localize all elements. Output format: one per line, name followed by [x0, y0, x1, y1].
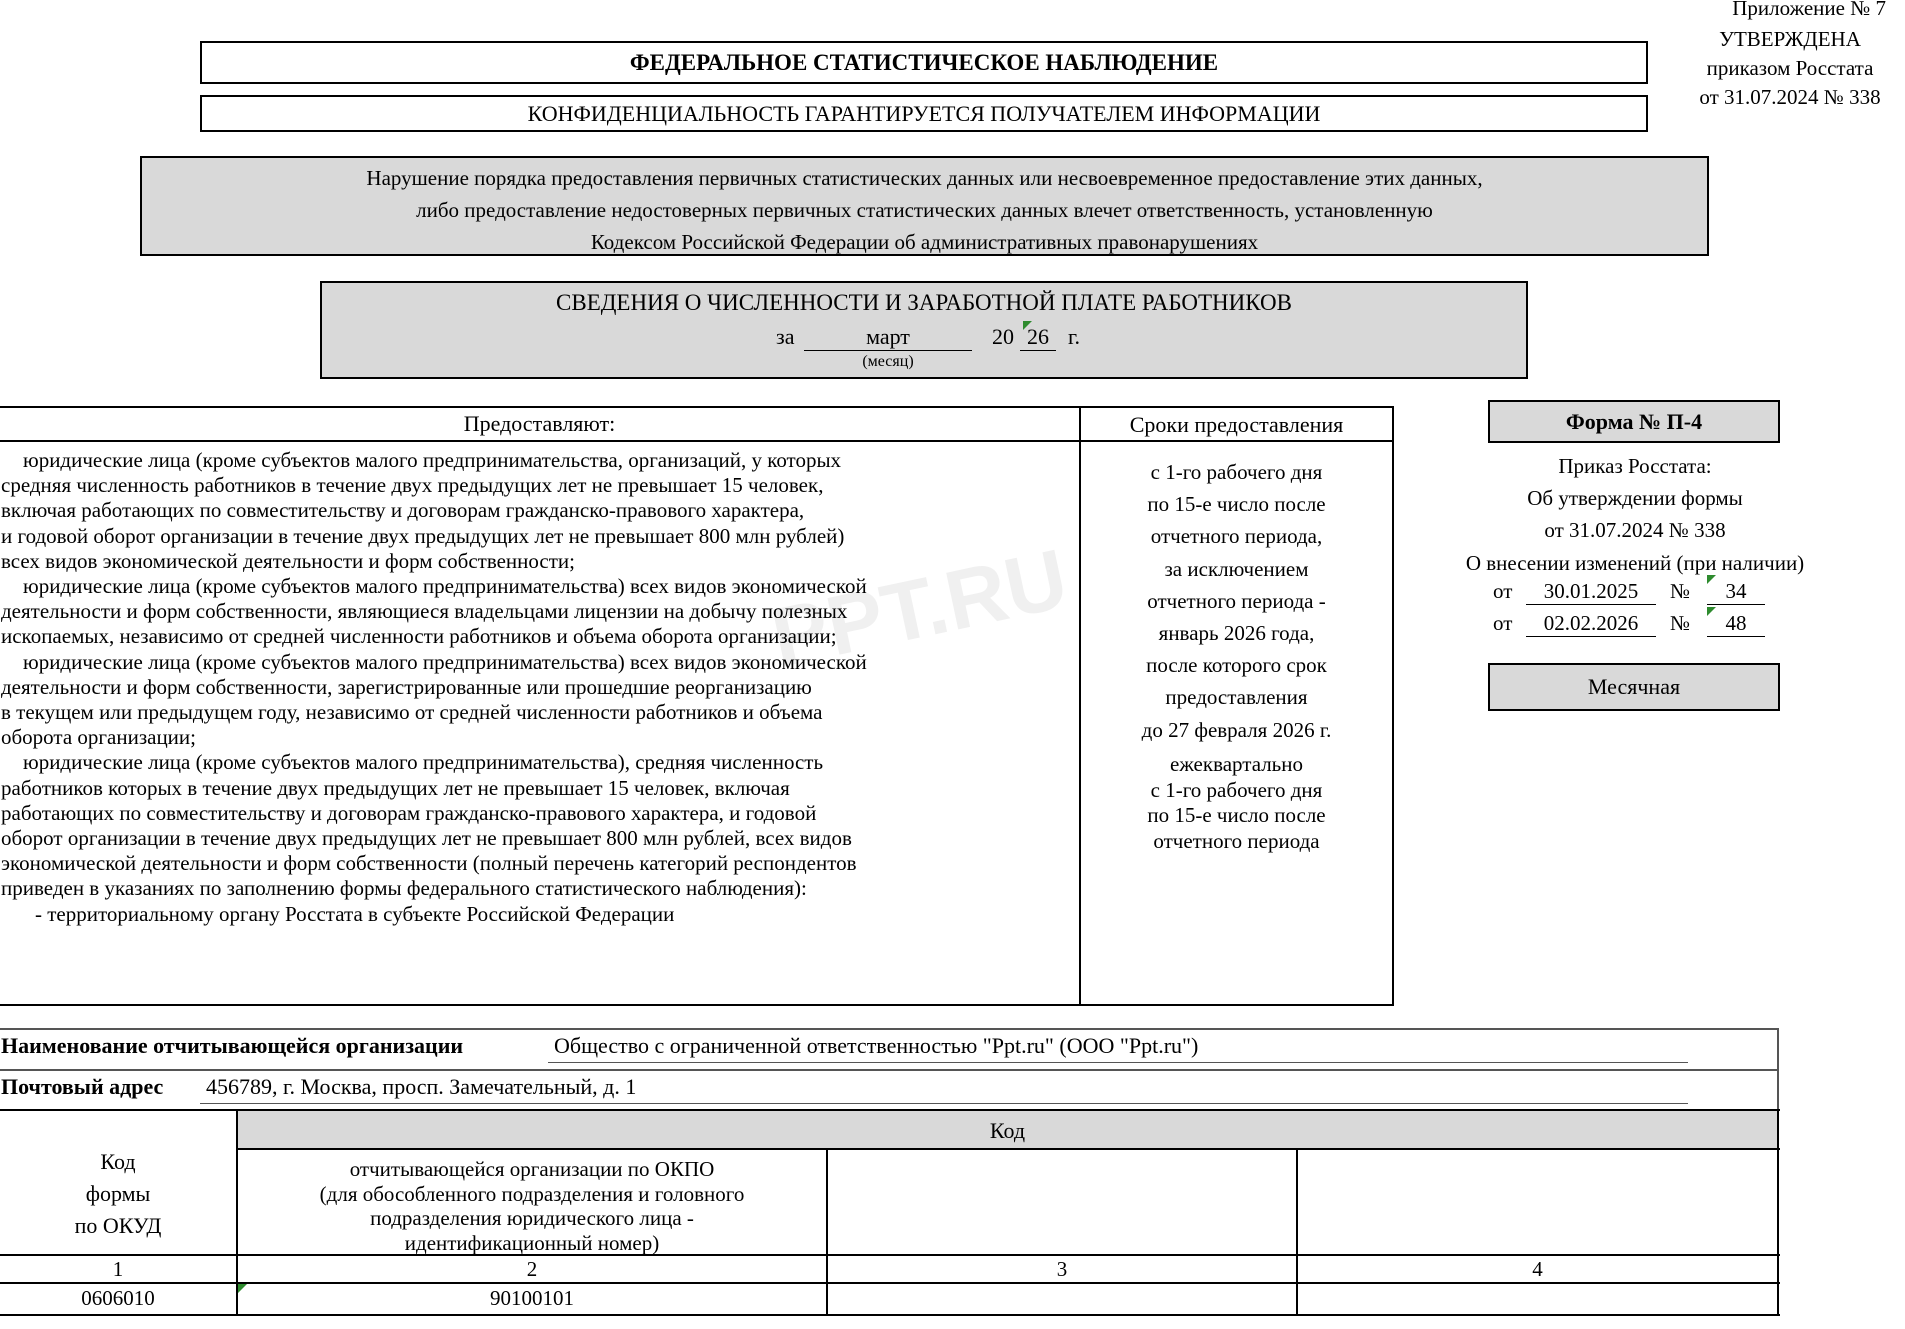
- deadline-line: отчетного периода: [1153, 828, 1320, 853]
- period-for-label: за: [776, 324, 795, 349]
- cell-marker-icon: [1023, 321, 1032, 330]
- deadline-line: по 15-е число после: [1147, 492, 1326, 517]
- address-value[interactable]: 456789, г. Москва, просп. Замечательный, д. 1: [200, 1074, 1688, 1104]
- change-number[interactable]: 48: [1707, 611, 1765, 637]
- deadlines-text: [1081, 456, 1392, 746]
- provider-line: ископаемых, независимо от средней численности работников и объема оборота организации;: [1, 624, 837, 649]
- col-number: 3: [1056, 1257, 1068, 1281]
- confidential-header-text: КОНФИДЕНЦИАЛЬНОСТЬ ГАРАНТИРУЕТСЯ ПОЛУЧАТЕЛЕМ ИНФОРМАЦИИ: [527, 101, 1321, 126]
- provider-line: - территориальному органу Росстата в субъекте Российской Федерации: [35, 901, 675, 926]
- code-col-4[interactable]: [1298, 1286, 1777, 1314]
- report-title-box: [320, 281, 1528, 379]
- provider-line: деятельности и форм собственности, являющиеся владельцами лицензии на добычу полезных: [1, 599, 848, 624]
- deadlines-text-quarterly: [1081, 752, 1392, 854]
- change-from-label: от: [1493, 611, 1513, 635]
- deadline-line: за исключением: [1164, 556, 1309, 581]
- provider-line: юридические лица (кроме субъектов малого предпринимательства) всех видов экономической: [23, 574, 867, 599]
- deadline-line: с 1-го рабочего дня: [1150, 777, 1323, 802]
- federal-header: [200, 41, 1648, 84]
- org-section: [0, 1028, 1779, 1110]
- provider-line: работников которых в течение двух предыдущих лет не превышает 15 человек, включая: [1, 775, 790, 800]
- provider-line: деятельности и форм собственности, зарегистрированные или прошедшие реорганизацию: [1, 674, 812, 699]
- period-year-unit: г.: [1068, 324, 1081, 349]
- deadline-line: после которого срок: [1146, 653, 1327, 678]
- confidential-header: [200, 95, 1648, 132]
- okud-header: [0, 1146, 236, 1242]
- okpo-code[interactable]: 90100101: [490, 1286, 574, 1310]
- warning-box: [140, 156, 1709, 256]
- providers-text: [1, 448, 1076, 927]
- form-number-box: [1488, 400, 1780, 443]
- report-title: СВЕДЕНИЯ О ЧИСЛЕННОСТИ И ЗАРАБОТНОЙ ПЛАТЕ РАБОТНИКОВ: [556, 290, 1292, 315]
- deadline-line: отчетного периода -: [1147, 588, 1326, 613]
- approval-date: от 31.07.2024 № 338: [1544, 518, 1726, 543]
- okpo-header-line: отчитывающейся организации по ОКПО: [349, 1157, 715, 1181]
- warning-line-2: либо предоставление недостоверных первичных статистических данных влечет ответственность, установленную: [416, 198, 1433, 222]
- period-month[interactable]: март: [804, 324, 972, 351]
- deadline-line: с 1-го рабочего дня: [1150, 460, 1323, 484]
- changes-label: О внесении изменений (при наличии): [1465, 550, 1805, 575]
- deadline-line: до 27 февраля 2026 г.: [1141, 717, 1332, 742]
- cell-marker-icon: [1707, 575, 1716, 584]
- change-date[interactable]: 02.02.2026: [1526, 611, 1656, 637]
- provider-line: работающих по совместительству и договорам гражданско-правового характера, и годовой: [1, 800, 817, 825]
- deadline-line: январь 2026 года,: [1158, 621, 1315, 646]
- deadline-line: предоставления: [1165, 685, 1308, 710]
- change-num-label: №: [1670, 611, 1691, 635]
- okpo-header-line: подразделения юридического лица -: [370, 1206, 694, 1230]
- change-date[interactable]: 30.01.2025: [1526, 579, 1656, 605]
- codes-table: [0, 1108, 1780, 1316]
- deadline-line: отчетного периода,: [1150, 524, 1323, 549]
- provider-line: приведен в указаниях по заполнению формы федерального статистического наблюдения):: [1, 876, 807, 901]
- code-col-3[interactable]: [828, 1286, 1296, 1314]
- provider-line: оборота организации;: [1, 725, 196, 750]
- approved-by: приказом Росстата: [1706, 56, 1874, 80]
- appendix-block: [1680, 0, 1900, 112]
- address-label: Почтовый адрес: [1, 1074, 164, 1099]
- okud-header-line: формы: [85, 1181, 151, 1206]
- col-number: 1: [112, 1257, 124, 1281]
- order-label: Приказ Росстата:: [1558, 454, 1712, 478]
- okud-code[interactable]: 0606010: [81, 1286, 155, 1310]
- okpo-header: [238, 1157, 826, 1255]
- period-year-suffix[interactable]: 26: [1020, 324, 1056, 351]
- change-from-label: от: [1493, 579, 1513, 603]
- okud-header-line: Код: [100, 1149, 136, 1174]
- okpo-header-line: (для обособленного подразделения и головного: [319, 1181, 745, 1206]
- form-number: Форма № П-4: [1565, 409, 1703, 434]
- change-row: [1490, 579, 1790, 609]
- month-caption: (месяц): [862, 353, 914, 370]
- appendix-number: Приложение № 7: [1732, 0, 1886, 20]
- federal-header-text: ФЕДЕРАЛЬНОЕ СТАТИСТИЧЕСКОЕ НАБЛЮДЕНИЕ: [629, 50, 1219, 75]
- provider-line: юридические лица (кроме субъектов малого предпринимательства) всех видов экономической: [23, 649, 867, 674]
- period-type-box: [1488, 663, 1780, 711]
- period-year-prefix: 20: [992, 324, 1014, 349]
- approved-date: от 31.07.2024 № 338: [1699, 85, 1881, 109]
- deadline-line: по 15-е число после: [1147, 803, 1326, 827]
- change-num-label: №: [1670, 579, 1691, 603]
- cell-marker-icon: [1707, 607, 1716, 616]
- okpo-header-line: идентификационный номер): [404, 1230, 660, 1255]
- org-name-value[interactable]: Общество с ограниченной ответственностью "Ppt.ru" (ООО "Ppt.ru"): [548, 1033, 1688, 1063]
- provider-line: юридические лица (кроме субъектов малого предпринимательства, организаций, у которых: [23, 448, 842, 472]
- form-info: [1420, 450, 1850, 579]
- period-type: Месячная: [1587, 674, 1681, 699]
- provider-line: в текущем или предыдущем году, независимо от средней численности работников и объема: [1, 700, 823, 725]
- deadline-line: ежеквартально: [1170, 752, 1303, 776]
- okud-header-line: по ОКУД: [74, 1213, 162, 1238]
- kod-header: Код: [989, 1118, 1026, 1143]
- col-number: 2: [526, 1257, 538, 1281]
- provider-line: юридические лица (кроме субъектов малого предпринимательства), средняя численность: [23, 750, 824, 775]
- watermark: PPT.RU: [763, 530, 1076, 686]
- provider-line: и годовой оборот организации в течение двух предыдущих лет не превышает 800 млн рублей): [1, 523, 845, 548]
- col-number: 4: [1532, 1257, 1543, 1281]
- provider-line: включая работающих по совместительству и договорам гражданско-правового характера,: [1, 498, 805, 523]
- provider-line: оборот организации в течение двух предыдущих лет не превышает 800 млн рублей, всех видов: [1, 826, 852, 851]
- approval-label: Об утверждении формы: [1527, 486, 1743, 511]
- change-number[interactable]: 34: [1707, 579, 1765, 605]
- providers-header: Предоставляют:: [463, 411, 616, 436]
- provider-line: экономической деятельности и форм собственности (полный перечень категорий респондентов: [1, 851, 857, 876]
- providers-table: [0, 406, 1394, 1006]
- approved-label: УТВЕРЖДЕНА: [1719, 27, 1861, 51]
- provider-line: всех видов экономической деятельности и форм собственности;: [1, 548, 576, 573]
- cell-marker-icon: [238, 1284, 247, 1293]
- warning-line-3: Кодексом Российской Федерации об административных правонарушениях: [590, 230, 1259, 254]
- deadlines-header: Сроки предоставления: [1129, 412, 1344, 437]
- change-row: [1490, 611, 1790, 641]
- org-name-label: Наименование отчитывающейся организации: [1, 1033, 464, 1058]
- warning-line-1: Нарушение порядка предоставления первичных статистических данных или несвоевременное предоставление этих данных,: [366, 166, 1483, 190]
- provider-line: средняя численность работников в течение двух предыдущих лет не превышает 15 человек,: [1, 473, 824, 498]
